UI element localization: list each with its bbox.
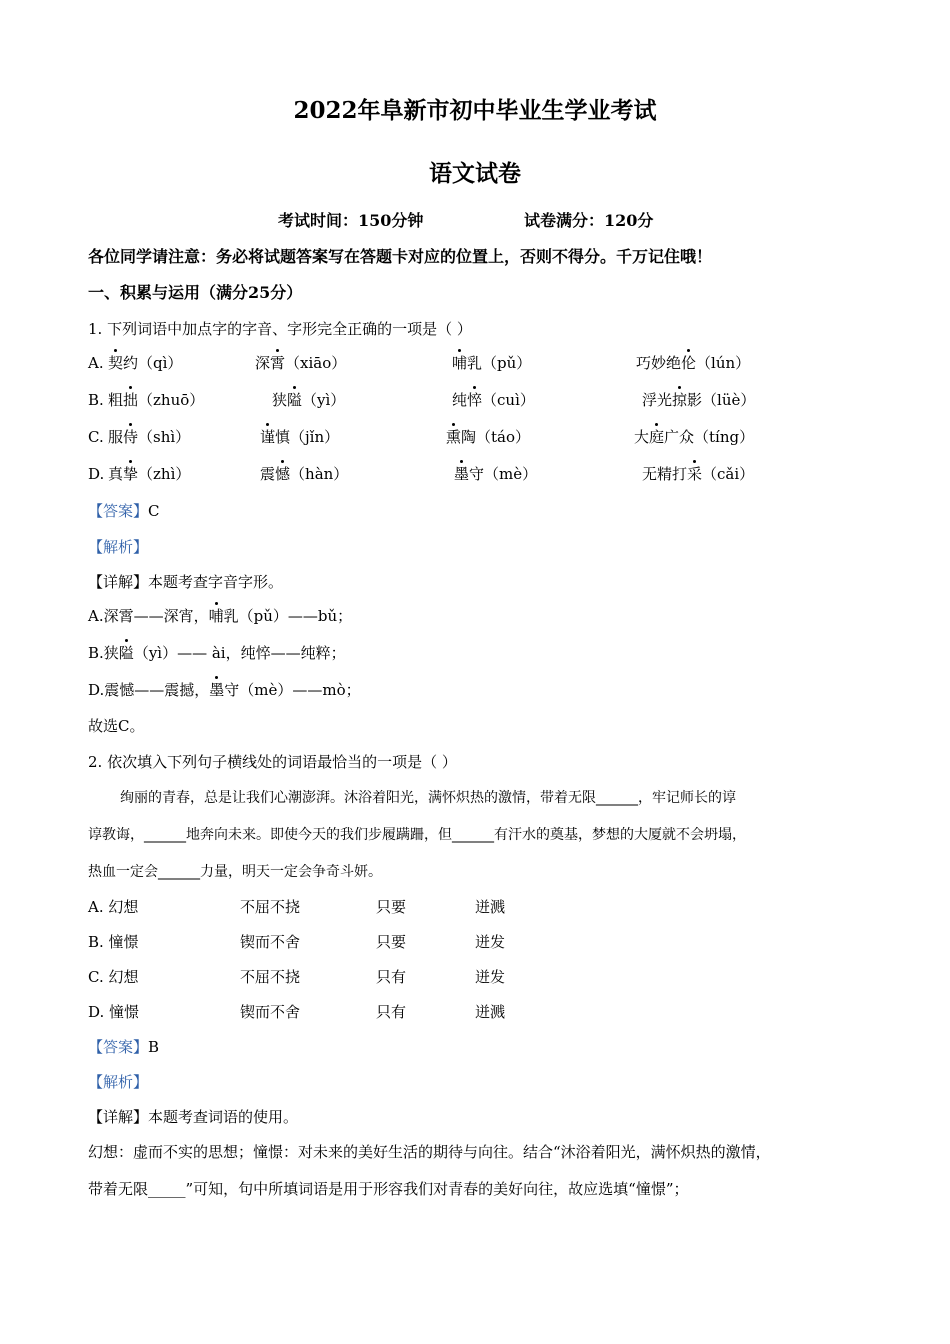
dotted-char: 哺	[452, 354, 468, 372]
word-text: （hàn）	[290, 465, 349, 483]
word-text: （yì）	[302, 391, 346, 409]
text: B.狭	[88, 644, 119, 662]
q1-conclusion: 故选C。	[88, 717, 145, 735]
q1-option-c-word-4	[634, 426, 754, 448]
q1-option-d-label: D.	[88, 465, 105, 483]
dotted-char: 悴	[467, 391, 483, 409]
word-text: 约（qì）	[123, 354, 183, 372]
q1-option-c-word-1	[108, 426, 190, 448]
dotted-char: 契	[108, 354, 124, 372]
q2-explain-1: 幻想：虚而不实的思想；憧憬：对未来的美好生活的期待与向往。结合“沐浴着阳光，满怀炽热的激情，	[88, 1143, 771, 1161]
detail-text: 本题考查字音字形。	[148, 573, 284, 591]
dotted-char: 墨	[209, 681, 225, 699]
answer-tag: 【答案】	[88, 1038, 149, 1056]
word-text: 无精打	[642, 465, 688, 483]
q2-option-a-w2: 不屈不挠	[240, 898, 301, 916]
word-text: （cuì）	[482, 391, 535, 409]
q2-option-a-w4: 迸溅	[475, 898, 506, 916]
dotted-char: 憾	[275, 465, 291, 483]
q1-option-c-word-3	[446, 426, 530, 448]
q1-option-b-word-1	[108, 389, 204, 411]
q2-stem: 2. 依次填入下列句子横线处的词语最恰当的一项是（ ）	[88, 753, 457, 771]
q2-option-b-w4: 迸发	[475, 933, 506, 951]
word-text: （lún）	[696, 354, 751, 372]
dotted-char: 哺	[208, 607, 224, 625]
word-text: 慎（jǐn）	[275, 428, 340, 446]
exam-score: 试卷满分：120分	[524, 211, 654, 230]
answer-value: B	[148, 1038, 160, 1056]
q2-option-b-w3: 只要	[376, 933, 407, 951]
q1-option-a-label: A.	[88, 354, 104, 372]
word-text: （zhuō）	[138, 391, 205, 409]
q2-option-c-w4: 迸发	[475, 968, 506, 986]
q1-option-b-word-2	[272, 389, 345, 411]
q2-option-a-w3: 只要	[376, 898, 407, 916]
word-text: 陶（táo）	[461, 428, 531, 446]
q1-option-a-word-1	[108, 352, 182, 374]
q1-option-a-word-2	[255, 352, 346, 374]
word-text: 服	[108, 428, 124, 446]
q2-option-d-w2: 锲而不舍	[240, 1003, 301, 1021]
detail-tag: 【详解】	[88, 1108, 149, 1126]
word-text: （cǎi）	[702, 465, 755, 483]
q1-line-d	[88, 679, 361, 701]
q1-line-b	[88, 642, 346, 664]
notice: 各位同学请注意：务必将试题答案写在答题卡对应的位置上，否则不得分。千万记住哦！	[88, 247, 713, 266]
word-text: 巧妙绝	[636, 354, 682, 372]
q2-passage-line-2: 谆教诲，______地奔向未来。即使今天的我们步履蹒跚，但______有汗水的奠基，梦想的大厦就不会坍塌，	[88, 827, 746, 843]
text: 乳（pǔ）——bǔ；	[223, 607, 353, 625]
word-text: 真	[108, 465, 124, 483]
q1-option-c-label: C.	[88, 428, 104, 446]
q2-option-d-label: D. 憧憬	[88, 1003, 140, 1021]
dotted-char: 拙	[123, 391, 139, 409]
detail-tag: 【详解】	[88, 573, 149, 591]
answer-value: C	[148, 502, 160, 520]
dotted-char: 庭	[649, 428, 665, 446]
q2-option-c-label: C. 幻想	[88, 968, 139, 986]
word-text: 广众（tíng）	[664, 428, 755, 446]
text: D.震憾——震撼，	[88, 681, 210, 699]
q1-option-d-word-1	[108, 463, 190, 485]
q1-option-d-word-3	[454, 463, 537, 485]
word-text: 大	[634, 428, 650, 446]
q2-option-a-label: A. 幻想	[88, 898, 139, 916]
section-heading: 一、积累与运用（满分25分）	[88, 283, 303, 302]
q1-option-b-word-4	[642, 389, 755, 411]
word-text: 狭	[272, 391, 288, 409]
answer-tag: 【答案】	[88, 502, 149, 520]
dotted-char: 侍	[123, 428, 139, 446]
word-text: （shì）	[138, 428, 191, 446]
q1-line-a	[88, 605, 352, 627]
q2-explain-2: 带着无限_____”可知，句中所填词语是用于形容我们对青春的美好向往，故应选填“憧憬”；	[88, 1180, 689, 1198]
dotted-char: 谨	[260, 428, 276, 446]
text: A.深霄——深宵，	[88, 607, 209, 625]
word-text: 震	[260, 465, 276, 483]
word-text: 浮光	[642, 391, 673, 409]
q2-option-c-w3: 只有	[376, 968, 407, 986]
word-text: 守（mè）	[469, 465, 538, 483]
q2-analysis-tag: 【解析】	[88, 1073, 149, 1091]
q1-option-a-word-3	[452, 352, 531, 374]
q2-passage-line-3: 热血一定会______力量，明天一定会争奇斗妍。	[88, 864, 382, 880]
dotted-char: 掠	[672, 391, 688, 409]
q2-option-d-w4: 迸溅	[475, 1003, 506, 1021]
q1-option-c-word-2	[260, 426, 339, 448]
q1-option-b-label: B.	[88, 391, 104, 409]
q2-detail	[88, 1106, 298, 1128]
word-text: 影（lüè）	[687, 391, 756, 409]
q2-answer	[88, 1036, 159, 1058]
text: 守（mè）——mò；	[224, 681, 361, 699]
dotted-char: 伦	[681, 354, 697, 372]
dotted-char: 墨	[454, 465, 470, 483]
detail-text: 本题考查词语的使用。	[148, 1108, 299, 1126]
q1-stem: 1. 下列词语中加点字的字音、字形完全正确的一项是（ ）	[88, 320, 472, 338]
q2-option-d-w3: 只有	[376, 1003, 407, 1021]
word-text: 纯	[452, 391, 468, 409]
q2-option-c-w2: 不屈不挠	[240, 968, 301, 986]
q1-answer	[88, 500, 160, 522]
q1-option-d-word-2	[260, 463, 348, 485]
subject-title: 语文试卷	[429, 160, 521, 187]
q1-option-d-word-4	[642, 463, 754, 485]
q2-option-b-w2: 锲而不舍	[240, 933, 301, 951]
q1-detail	[88, 571, 283, 593]
word-text: 深	[255, 354, 271, 372]
dotted-char: 挚	[123, 465, 139, 483]
q2-passage-line-1: 绚丽的青春，总是让我们心潮澎湃。沐浴着阳光，满怀炽热的激情，带着无限______，牢记师长的谆	[120, 790, 736, 806]
dotted-char: 采	[687, 465, 703, 483]
exam-title: 2022年阜新市初中毕业生学业考试	[293, 97, 657, 124]
dotted-char: 隘	[118, 644, 134, 662]
dotted-char: 隘	[287, 391, 303, 409]
word-text: 粗	[108, 391, 124, 409]
q1-analysis-tag: 【解析】	[88, 538, 149, 556]
dotted-char: 熏	[446, 428, 462, 446]
text: （yì）—— ài，纯悴——纯粹；	[133, 644, 346, 662]
q2-option-b-label: B. 憧憬	[88, 933, 139, 951]
q1-option-b-word-3	[452, 389, 535, 411]
word-text: （zhì）	[138, 465, 191, 483]
word-text: 乳（pǔ）	[467, 354, 532, 372]
exam-time: 考试时间：150分钟	[278, 211, 424, 230]
word-text: （xiāo）	[285, 354, 347, 372]
q1-option-a-word-4	[636, 352, 750, 374]
dotted-char: 霄	[270, 354, 286, 372]
